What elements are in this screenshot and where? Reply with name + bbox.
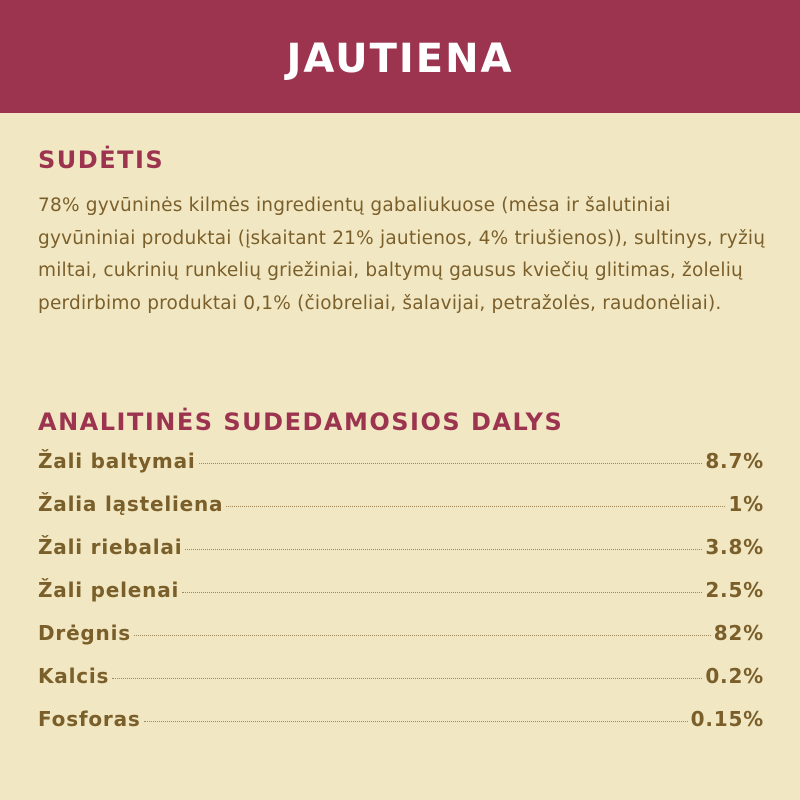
dot-leader <box>226 506 725 507</box>
analysis-row <box>38 449 764 492</box>
analysis-title: ANALITINĖS SUDEDAMOSIOS DALYS <box>38 408 564 436</box>
dot-leader <box>182 592 702 593</box>
dot-leader <box>144 721 688 722</box>
dot-leader <box>185 549 702 550</box>
row-label: Žali pelenai <box>38 578 180 602</box>
analysis-row <box>38 535 764 578</box>
row-value: 8.7% <box>705 449 764 473</box>
page-title: JAUTIENA <box>286 35 514 82</box>
row-label: Drėgnis <box>38 621 131 645</box>
composition-title: SUDĖTIS <box>38 146 165 174</box>
row-value: 1% <box>728 492 764 516</box>
row-value: 0.15% <box>690 707 764 731</box>
analysis-row <box>38 578 764 621</box>
dot-leader <box>134 635 711 636</box>
analysis-row <box>38 707 764 750</box>
row-value: 0.2% <box>705 664 764 688</box>
dot-leader <box>112 678 702 679</box>
row-label: Kalcis <box>38 664 110 688</box>
row-label: Žalia ląsteliena <box>38 492 224 516</box>
analysis-row <box>38 621 764 664</box>
analysis-row <box>38 492 764 535</box>
row-value: 2.5% <box>705 578 764 602</box>
row-label: Žali baltymai <box>38 449 196 473</box>
row-value: 3.8% <box>705 535 764 559</box>
dot-leader <box>199 463 703 464</box>
composition-text: 78% gyvūninės kilmės ingredientų gabaliukuose (mėsa ir šalutiniai gyvūniniai produktai (įskaitant 21% jautienos, 4% triušienos)), sultinys, ryžių miltai, cukrinių runkelių griežiniai, baltymų gausus kviečių glitimas, žolelių perdirbimo produktai 0,1% (čiobreliai, šalavijai, petražolės, raudonėliai). <box>38 195 766 314</box>
header-banner <box>0 0 800 113</box>
row-label: Fosforas <box>38 707 141 731</box>
analysis-table <box>38 449 764 750</box>
row-label: Žali riebalai <box>38 535 183 559</box>
row-value: 82% <box>713 621 764 645</box>
analysis-row <box>38 664 764 707</box>
